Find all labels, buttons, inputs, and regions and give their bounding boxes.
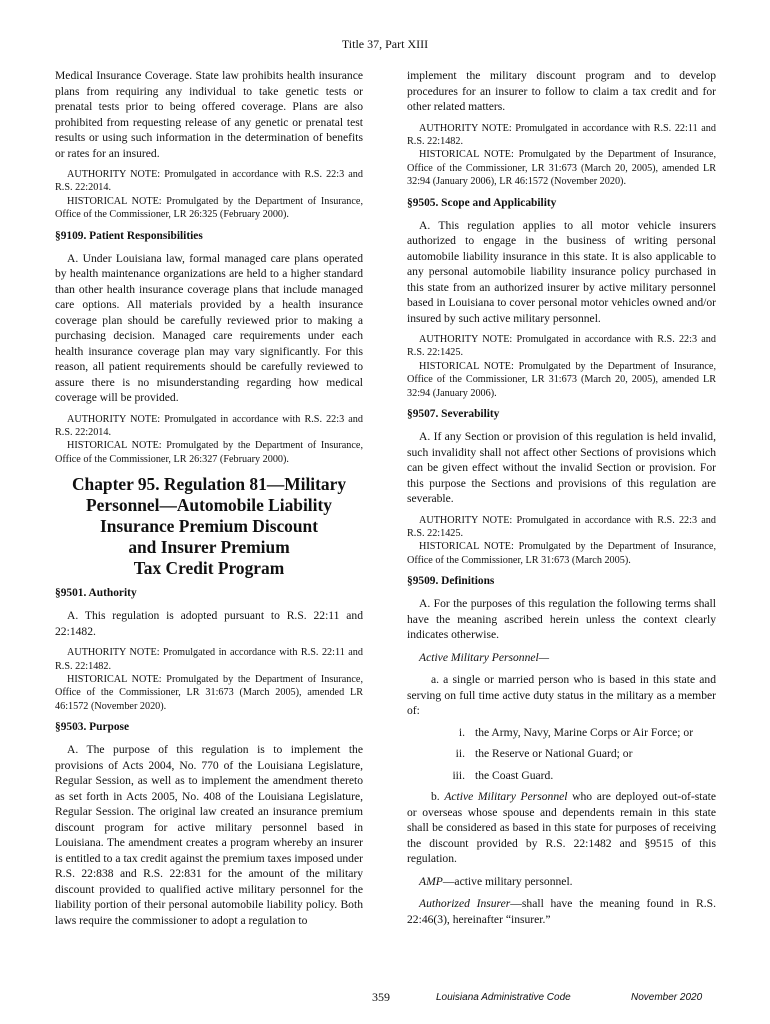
chapter-title-line: Tax Credit Program [133, 558, 285, 579]
section-heading: §9505. Scope and Applicability [407, 196, 557, 209]
paragraph: A. This regulation applies to all motor vehicle insurers authorized to engage in the business of writing personal automobile liability insurance in this state. It is also applicable to any personal automobile liability insurance policy purchased in this state from an authorized insurer by active military personnel based in Louisiana to cover personal motor vehicles owned and/or insured by such active military personnel. [407, 218, 716, 325]
definition-item [407, 789, 716, 867]
definition-term [407, 650, 716, 666]
definition-item [407, 896, 716, 927]
list-item [407, 746, 716, 762]
paragraph: Medical Insurance Coverage. State law prohibits health insurance plans from requiring any individual to take genetic tests or prenatal tests prior to being offered coverage. Plans are also prohibited from requesting release of any genetic or prenatal test results or using such information in the determination of benefits or rates for an insured. [55, 69, 363, 160]
paragraph: A. The purpose of this regulation is to implement the provisions of Acts 2004, No. 770 of the Louisiana Legislature, Regular Session, as well as to implement the amendment thereto as set forth in Acts 2005, No. 408 of the Louisiana Legislature, Regular Session. The original law created an insurance premium discount program for active military personnel based in Louisiana. The amendment creates a program whereby an insurer is entitled to a tax credit against the premium taxes imposed under R.S. 22:838 and R.S. 22:831 for the amount of the military discount provided to qualified active military personnel for the liability portion of their personal automobile liability policy. Both laws require the commissioner to adopt a regulation to [55, 743, 363, 927]
authority-note: AUTHORITY NOTE: Promulgated in accordance with R.S. 22:3 and R.S. 22:1425. [407, 334, 716, 359]
section-heading: §9509. Definitions [407, 575, 495, 588]
list-item [407, 768, 716, 784]
list-number: ii. [455, 747, 465, 761]
list-text: the Coast Guard. [475, 768, 554, 782]
authority-note: AUTHORITY NOTE: Promulgated in accordance with R.S. 22:3 and R.S. 22:2014. [55, 413, 363, 439]
definition-text: who are deployed out-of-state or overseas whose spouse and dependents remain in this state shall be considered as based in this state for purposes of receiving the discount provided by R.S. 22:1482 and §9515 of this regulation. [407, 790, 717, 866]
authority-note: AUTHORITY NOTE: Promulgated in accordance with R.S. 22:11 and R.S. 22:1482. [407, 122, 716, 147]
historical-note: HISTORICAL NOTE: Promulgated by the Department of Insurance, Office of the Commissioner, LR 26:327 (February 2000). [55, 440, 363, 465]
note-block [55, 168, 363, 222]
definition-item: a. a single or married person who is based in this state and serving on full time active duty status in the military as a member of: [407, 673, 716, 718]
definition-item [407, 874, 716, 890]
note-block [55, 646, 363, 713]
running-header: Title 37, Part XIII [341, 37, 429, 51]
historical-note: HISTORICAL NOTE: Promulgated by the Department of Insurance, Office of the Commissioner, LR 31:673 (March 2005), amended LR 46:1572 (November 2020). [55, 674, 363, 712]
section-heading: §9503. Purpose [55, 721, 130, 734]
note-block [407, 514, 716, 568]
list-text: the Army, Navy, Marine Corps or Air Force; or [475, 725, 694, 739]
definition-text: —shall have the meaning found in R.S. 22:46(3), hereinafter “insurer.” [407, 897, 716, 926]
note-block [407, 122, 716, 189]
historical-note: HISTORICAL NOTE: Promulgated by the Department of Insurance, Office of the Commissioner, LR 31:673 (March 2005). [407, 541, 716, 566]
authority-note: AUTHORITY NOTE: Promulgated in accordance with R.S. 22:11 and R.S. 22:1482. [55, 647, 363, 672]
definition-text: —active military personnel. [442, 874, 573, 888]
chapter-title [55, 474, 363, 579]
section-heading: §9507. Severability [407, 408, 500, 421]
paragraph: A. For the purposes of this regulation the following terms shall have the meaning ascribed herein unless the context clearly indicates otherwise. [407, 597, 716, 642]
term: Authorized Insurer [419, 897, 511, 911]
left-column [55, 68, 363, 928]
paragraph: A. This regulation is adopted pursuant to R.S. 22:11 and 22:1482. [55, 609, 363, 638]
term: Active Military Personnel [444, 790, 568, 804]
list-text: the Reserve or National Guard; or [475, 747, 633, 761]
historical-note: HISTORICAL NOTE: Promulgated by the Department of Insurance, Office of the Commissioner, LR 26:325 (February 2000). [55, 195, 363, 221]
page-number: 359 [372, 990, 390, 1004]
note-block [407, 333, 716, 400]
list-item [407, 725, 716, 741]
term: Active Military Personnel— [419, 650, 550, 664]
chapter-title-line: Insurance Premium Discount [99, 516, 319, 537]
section-heading: §9109. Patient Responsibilities [55, 229, 203, 242]
paragraph: A. Under Louisiana law, formal managed care plans operated by health maintenance organizations are held to a higher standard than other health insurance coverage plans that include managed care options. All materials provided by a health insurance coverage plan should be carefully reviewed prior to making a purchasing decision. Managed care requirements under each health insurance coverage plan may vary significantly. For this reason, all patient requirements should be carefully reviewed to assure there is no misunderstanding regarding how medical coverage will be provided. [55, 251, 363, 405]
chapter-title-line: Chapter 95. Regulation 81—Military [71, 474, 347, 495]
item-label: b. [431, 790, 445, 804]
historical-note: HISTORICAL NOTE: Promulgated by the Department of Insurance, Office of the Commissioner, LR 31:673 (March 20, 2005), amended LR 32:94 (January 2006), LR 46:1572 (November 2020). [407, 149, 716, 188]
right-column [407, 68, 716, 927]
publication-date: November 2020 [631, 992, 703, 1003]
list-number: i. [458, 725, 465, 739]
publication-name: Louisiana Administrative Code [436, 992, 571, 1003]
paragraph: implement the military discount program and to develop procedures for an insurer to follow to claim a tax credit and for other related matters. [407, 69, 716, 113]
historical-note: HISTORICAL NOTE: Promulgated by the Department of Insurance, Office of the Commissioner, LR 31:673 (March 20, 2005), amended LR 32:94 (January 2006). [407, 360, 716, 399]
authority-note: AUTHORITY NOTE: Promulgated in accordance with R.S. 22:3 and R.S. 22:2014. [55, 169, 363, 194]
section-heading: §9501. Authority [55, 587, 137, 600]
chapter-title-line: and Insurer Premium [128, 537, 290, 558]
authority-note: AUTHORITY NOTE: Promulgated in accordance with R.S. 22:3 and R.S. 22:1425. [407, 514, 716, 539]
list-number: iii. [452, 768, 465, 782]
chapter-title-line: Personnel—Automobile Liability [86, 495, 332, 516]
note-block [55, 413, 363, 467]
term: AMP [419, 874, 443, 888]
paragraph: A. If any Section or provision of this regulation is held invalid, such invalidity shall not affect other Sections of provisions which can be given effect without the invalid Section or provision. For this purpose the Sections and provisions of this regulation are severable. [407, 430, 716, 506]
